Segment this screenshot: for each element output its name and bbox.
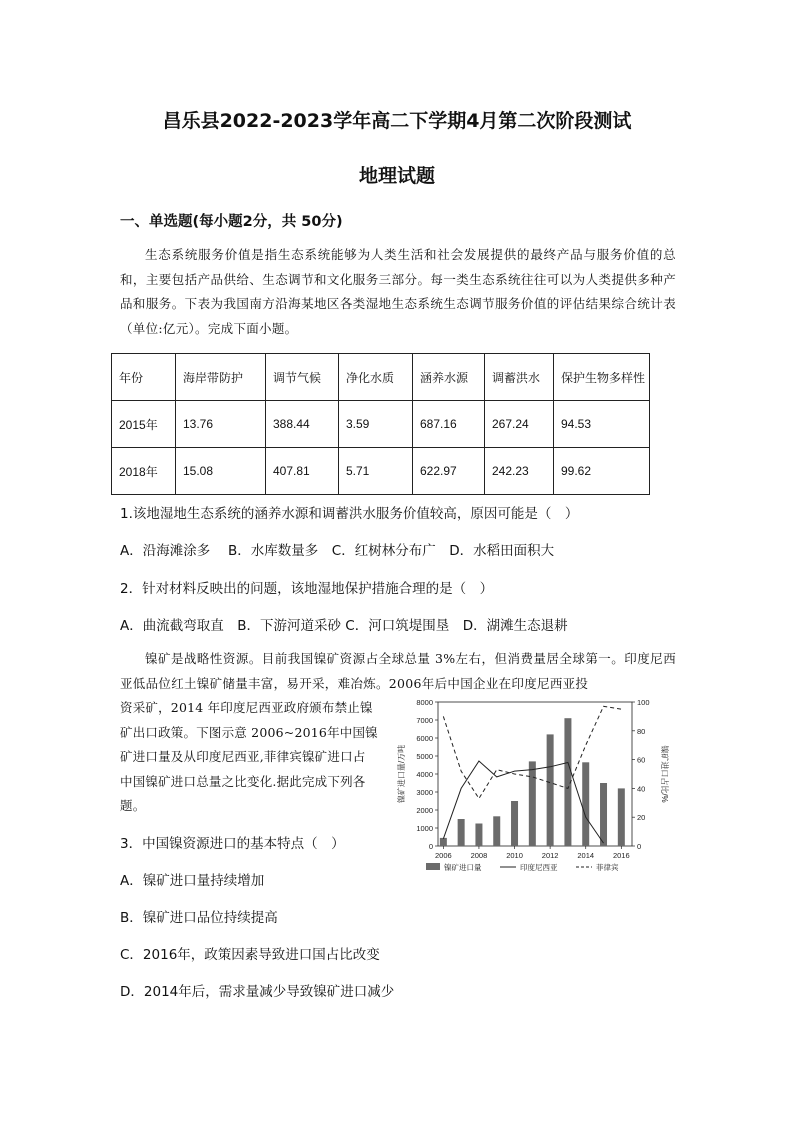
x-tick-label: 2008 (470, 851, 488, 860)
question-3-option-a: A．镍矿进口量持续增加 (120, 873, 265, 889)
table-cell: 99.62 (554, 448, 650, 495)
question-3-option-b: B．镍矿进口品位持续提高 (120, 910, 278, 926)
table-cell: 388.44 (266, 401, 339, 448)
question-2-stem: 2．针对材料反映出的问题，该地湿地保护措施合理的是（ ） (120, 581, 494, 597)
table-cell: 242.23 (485, 448, 554, 495)
passage-1: 生态系统服务价值是指生态系统能够为人类生活和社会发展提供的最终产品与服务价值的总和，主要包括产品供给、生态调节和文化服务三部分。每一类生态系统往往可以为人类提供多种产品和服务。下表为我国南方沿海某地区各类湿地生态系统生态调节服务价值的评估结果综合统计表（单位:亿元）。完成下面小题。 (120, 247, 676, 336)
series-line-indonesia (443, 761, 603, 843)
y2-tick-label: 40 (637, 784, 646, 794)
table-cell: 687.16 (413, 401, 485, 448)
bar (547, 734, 554, 846)
question-3-stem: 3．中国镍资源进口的基本特点（ ） (120, 836, 345, 852)
y-tick-label: 5000 (416, 752, 433, 761)
question-1-stem: 1.该地湿地生态系统的涵养水源和调蓄洪水服务价值较高，原因可能是（ ） (120, 506, 579, 522)
bar (511, 801, 518, 846)
y2-axis-label: 镍矿进口占比/% (660, 745, 669, 803)
table-header-cell: 年份 (112, 354, 176, 401)
table-cell: 622.97 (413, 448, 485, 495)
table-header-row (112, 354, 650, 401)
passage-2-intro: 镍矿是战略性资源。目前我国镍矿资源占全球总量 3%左右，但消费量居全球第一。印度尼西亚低品位红土镍矿储量丰富，易开采，难冶炼。2006年后中国企业在印度尼西亚投 (120, 651, 676, 691)
bar (493, 816, 500, 846)
y2-tick-label: 20 (637, 813, 646, 823)
table-cell: 94.53 (554, 401, 650, 448)
ecosystem-value-table (111, 353, 650, 495)
page-title: 昌乐县2022-2023学年高二下学期4月第二次阶段测试 (162, 110, 632, 132)
table-cell: 15.08 (176, 448, 266, 495)
page-subtitle: 地理试题 (358, 165, 435, 187)
y-axis-label: 镍矿进口量/万吨 (397, 744, 406, 804)
table-row (112, 448, 650, 495)
table-cell: 13.76 (176, 401, 266, 448)
x-tick-label: 2010 (506, 851, 523, 860)
table-cell: 407.81 (266, 448, 339, 495)
y2-tick-label: 60 (637, 755, 646, 765)
table-header-cell: 海岸带防护 (176, 354, 266, 401)
question-2-options: A．曲流截弯取直 B．下游河道采砂 C．河口筑堤围垦 D．湖滩生态退耕 (120, 618, 568, 634)
nickel-import-chart (392, 692, 682, 882)
table-cell: 2015年 (112, 401, 176, 448)
question-3-option-c: C．2016年，政策因素导致进口国占比改变 (120, 947, 380, 963)
y-tick-label: 8000 (416, 698, 433, 707)
table-header-cell: 调蓄洪水 (485, 354, 554, 401)
y-tick-label: 2000 (416, 806, 433, 815)
y-tick-label: 0 (428, 842, 433, 851)
y-tick-label: 3000 (416, 788, 433, 797)
y2-tick-label: 80 (637, 726, 646, 736)
legend-label: 菲律宾 (596, 863, 619, 872)
y-tick-label: 4000 (416, 770, 433, 779)
y-tick-label: 1000 (416, 824, 433, 833)
x-tick-label: 2012 (541, 851, 559, 860)
bar (618, 788, 625, 846)
question-1-options: A．沿海滩涂多 B．水库数量多 C．红树林分布广 D．水稻田面积大 (120, 543, 555, 559)
bar (529, 761, 536, 846)
legend-label: 镍矿进口量 (444, 863, 482, 872)
bar (475, 824, 482, 847)
x-tick-label: 2006 (434, 851, 452, 860)
table-cell: 2018年 (112, 448, 176, 495)
table-row (112, 401, 650, 448)
bar (600, 783, 607, 846)
table-header-cell: 保护生物多样性 (554, 354, 650, 401)
x-tick-label: 2014 (577, 851, 595, 860)
y2-tick-label: 0 (637, 842, 642, 851)
question-3-option-d: D．2014年后，需求量减少导致镍矿进口减少 (120, 984, 395, 1000)
table-header-cell: 涵养水源 (413, 354, 485, 401)
table-cell: 3.59 (339, 401, 413, 448)
bar (582, 762, 589, 846)
table-cell: 5.71 (339, 448, 413, 495)
y-tick-label: 6000 (416, 734, 433, 743)
table-header-cell: 调节气候 (266, 354, 339, 401)
table-cell: 267.24 (485, 401, 554, 448)
section-heading: 一、单选题(每小题2分，共 50分) (120, 214, 343, 230)
legend-label: 印度尼西亚 (520, 863, 558, 872)
passage-2-wrap: 资采矿，2014 年印度尼西亚政府颁布禁止镍矿出口政策。下图示意 2006~2016年中国镍矿进口量及从印度尼西亚,菲律宾镍矿进口占中国镍矿进口总量之比变化.据此完成下列各题。 (120, 700, 378, 813)
table-header-cell: 净化水质 (339, 354, 413, 401)
x-tick-label: 2016 (612, 851, 630, 860)
bar (440, 838, 447, 846)
y2-tick-label: 100 (637, 698, 650, 707)
bar (458, 819, 465, 846)
y-tick-label: 7000 (416, 716, 433, 725)
legend-swatch-bar (426, 863, 440, 870)
